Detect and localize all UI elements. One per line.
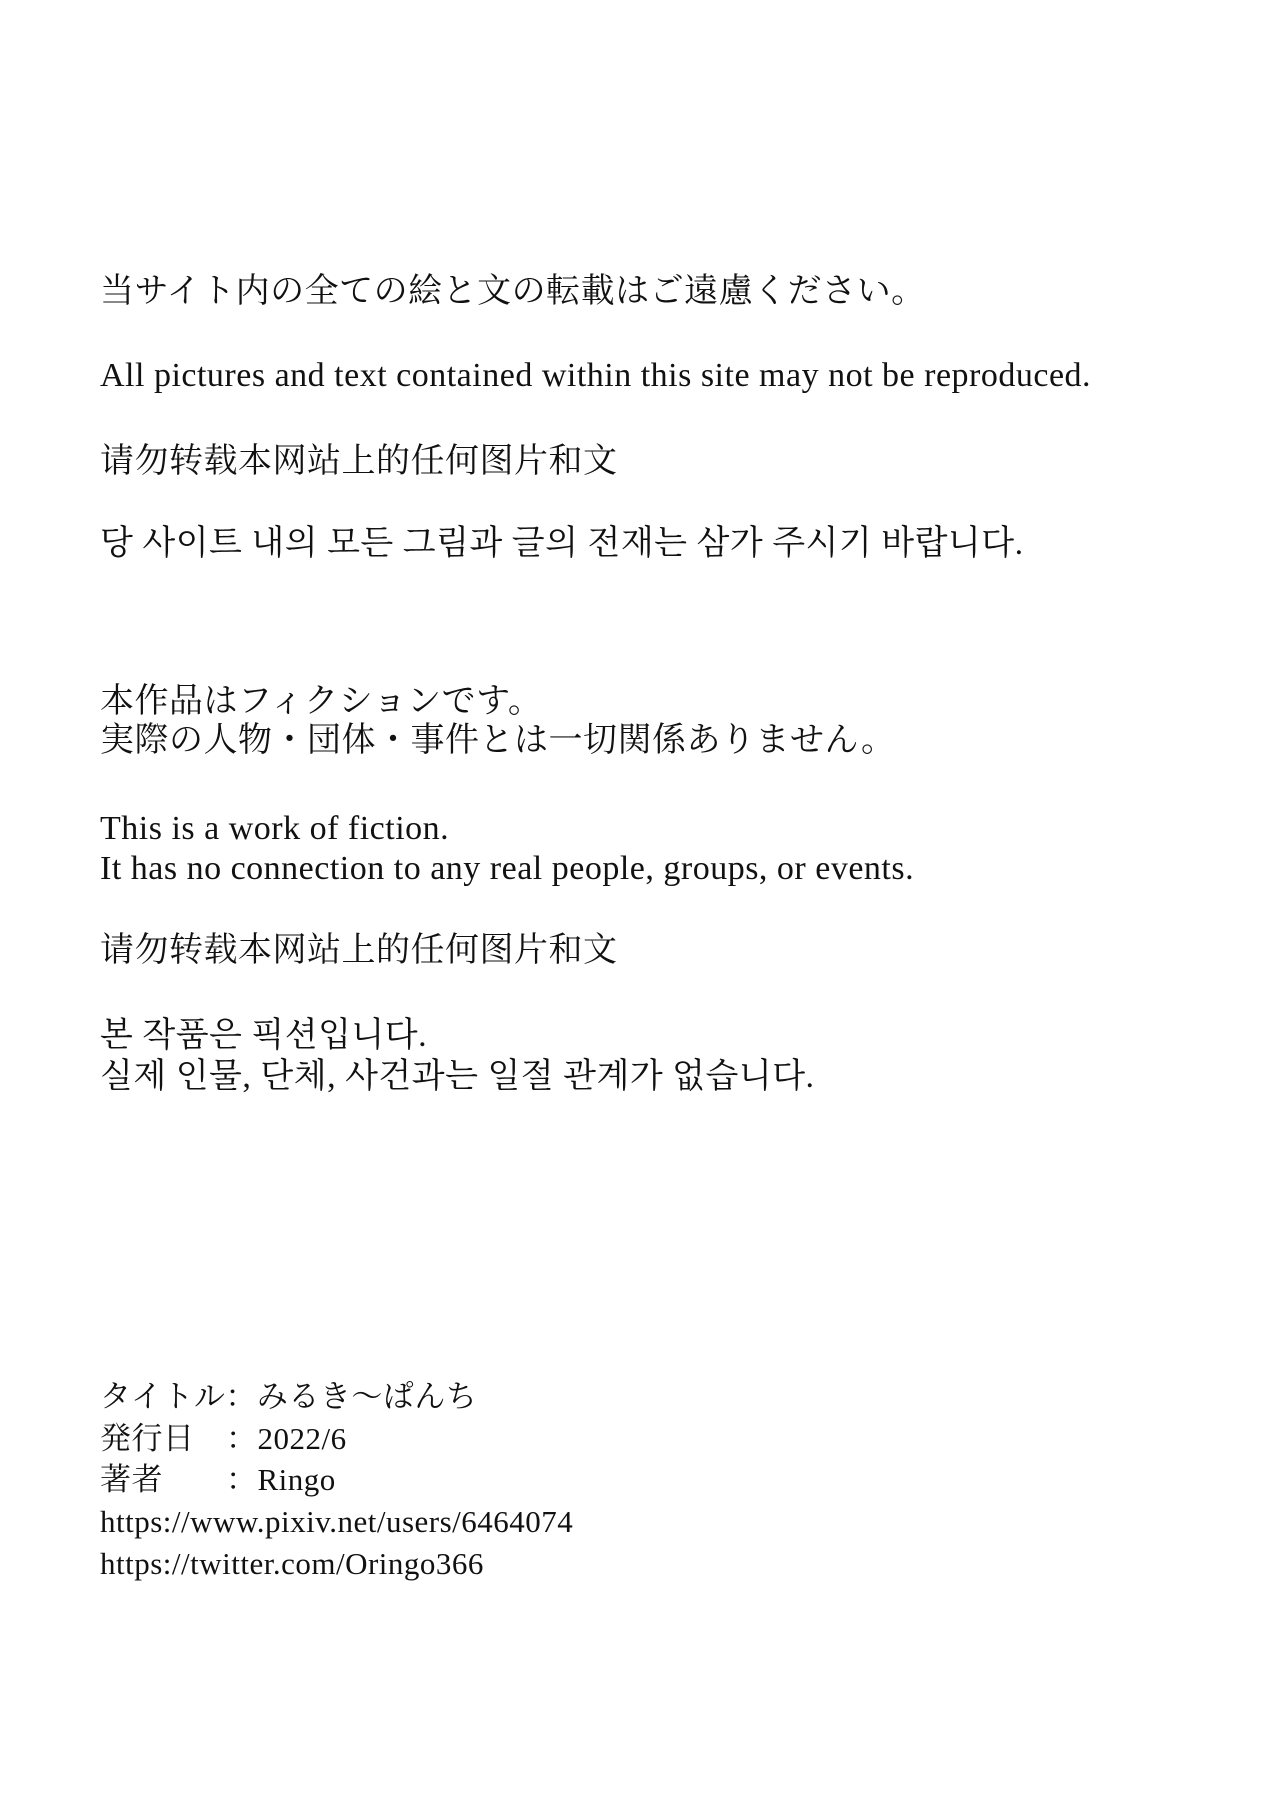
credit-published-date: 発行日 ：2022/6	[100, 1421, 347, 1456]
fiction-english-line1: This is a work of fiction.	[100, 810, 450, 847]
fiction-english-line2: It has no connection to any real people, groups, or events.	[100, 850, 915, 887]
credit-pixiv-url-text: https://www.pixiv.net/users/6464074	[100, 1504, 574, 1539]
notice-english: All pictures and text contained within this site may not be reproduced.	[100, 357, 1092, 394]
notice-korean: 당 사이트 내의 모든 그림과 글의 전재는 삼가 주시기 바랍니다.	[100, 525, 1024, 562]
fiction-chinese: 请勿转载本网站上的任何图片和文	[100, 932, 618, 969]
fiction-japanese-line1: 本作品はフィクションです。	[100, 683, 543, 720]
fiction-korean-line2: 실제 인물, 단체, 사건과는 일절 관계가 없습니다.	[100, 1058, 815, 1095]
credit-title: タイトル：みるき～ぱんち	[100, 1379, 478, 1414]
fiction-korean-line1: 본 작품은 픽션입니다.	[100, 1017, 428, 1054]
notice-chinese: 请勿转载本网站上的任何图片和文	[100, 443, 618, 480]
credit-twitter-url-text: https://twitter.com/Oringo366	[100, 1546, 484, 1581]
credit-author: 著者 ：Ringo	[100, 1462, 336, 1497]
notice-japanese: 当サイト内の全ての絵と文の転載はご遠慮ください。	[100, 273, 926, 310]
fiction-japanese-line2: 実際の人物・団体・事件とは一切関係ありません。	[100, 722, 896, 759]
